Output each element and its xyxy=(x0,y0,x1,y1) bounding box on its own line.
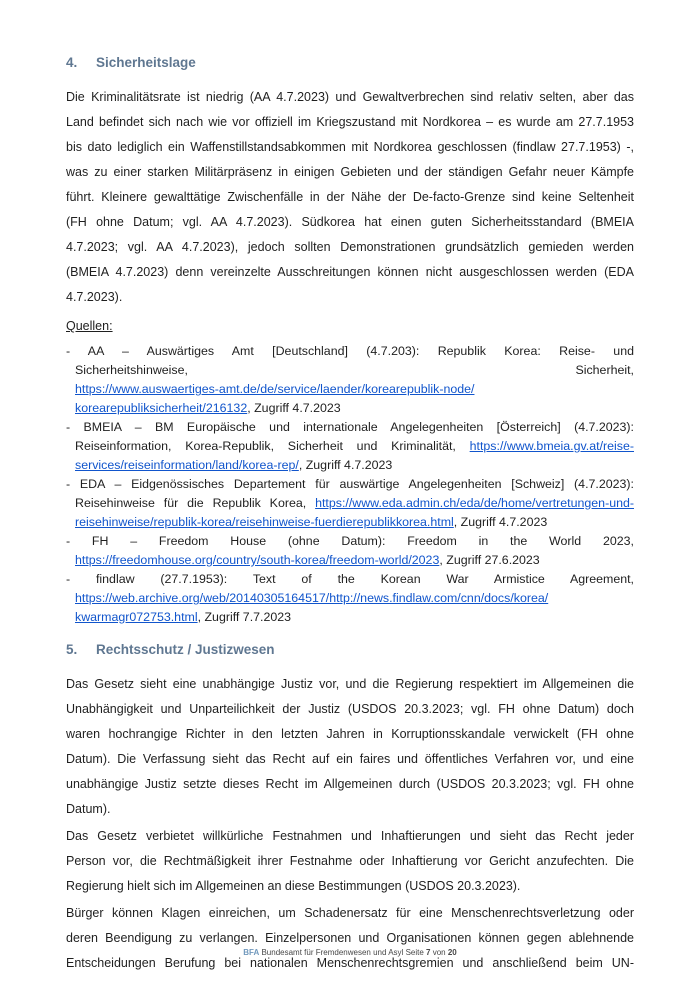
sources-label: Quellen: xyxy=(66,319,113,333)
section-title: Rechtsschutz / Justizwesen xyxy=(96,642,275,657)
source-text: Sicherheit, xyxy=(575,363,634,377)
source-text: , Zugriff 4.7.2023 xyxy=(453,515,548,529)
text-line: Entscheidungen Berufung bei nationalen Menschenrechtsgremien und anschließend beim UN- xyxy=(66,956,634,970)
section-number: 5. xyxy=(66,642,78,657)
text-line: führt. Kleinere gewalttätige Zwischenfälle in der Nähe der De-facto-Grenze sind keine Seltenheit xyxy=(66,190,634,204)
source-hyperlink[interactable]: https://www.auswaertiges-amt.de/de/service/laender/korearepublik-node/ xyxy=(75,382,475,396)
source-hyperlink[interactable]: https://web.archive.org/web/20140305164517/http://news.findlaw.com/cnn/docs/korea/ xyxy=(75,591,549,605)
text-line: Unabhängigkeit und Unparteilichkeit der Justiz (USDOS 20.3.2023; vgl. FH ohne Datum) doch xyxy=(66,702,634,716)
text-line: 4.7.2023). xyxy=(66,290,123,304)
source-hyperlink[interactable]: https://www.bmeia.gv.at/reise- xyxy=(469,439,634,453)
source-item xyxy=(66,342,634,418)
source-line xyxy=(66,456,634,475)
paragraph xyxy=(66,85,634,310)
source-line xyxy=(66,570,634,589)
source-hyperlink[interactable]: korearepubliksicherheit/216132 xyxy=(75,401,248,415)
source-hyperlink[interactable]: https://freedomhouse.org/country/south-korea/freedom-world/2023 xyxy=(75,553,440,567)
source-hyperlink[interactable]: services/reiseinformation/land/korea-rep/ xyxy=(75,458,299,472)
source-line xyxy=(66,494,634,513)
source-text: - EDA – Eidgenössisches Departement für auswärtige Angelegenheiten [Schweiz] (4.7.2023): xyxy=(66,477,634,491)
source-line xyxy=(66,361,634,380)
source-item xyxy=(66,475,634,532)
source-line xyxy=(66,551,634,570)
source-line xyxy=(66,513,634,532)
text-line: waren hochrangige Richter in den letzten Jahren in Korruptionsskandale verwickelt (FH ohne xyxy=(66,727,634,741)
text-line: (FH ohne Datum; vgl. AA 4.7.2023). Südkorea hat einen guten Sicherheitsstandard (BMEIA xyxy=(66,215,634,229)
section-title: Sicherheitslage xyxy=(96,55,196,70)
source-line xyxy=(66,380,634,399)
text-line: (BMEIA 4.7.2023) denn vereinzelte Ausschreitungen können nicht ausgeschlossen werden (EDA xyxy=(66,265,634,279)
paragraph xyxy=(66,901,634,976)
text-line: Bürger können Klagen einreichen, um Schadenersatz für eine Menschenrechtsverletzung oder xyxy=(66,906,634,920)
source-text: Reisehinweise für die Republik Korea, xyxy=(75,496,316,510)
source-hyperlink[interactable]: reisehinweise/republik-korea/reisehinweise-fuerdierepublikkorea.html xyxy=(75,515,454,529)
source-line xyxy=(66,608,634,627)
text-line: Das Gesetz sieht eine unabhängige Justiz vor, und die Regierung respektiert im Allgemeinen die xyxy=(66,677,634,691)
source-line xyxy=(66,342,634,361)
text-line: was zu einer starken Militärpräsenz in einigen Gebieten und der ständigen Gefahr neuer Kämpfe xyxy=(66,165,634,179)
source-text: Sicherheitshinweise, xyxy=(75,363,188,377)
source-line xyxy=(66,418,634,437)
source-text: Reiseinformation, Korea-Republik, Sicherheit und Kriminalität, xyxy=(75,439,470,453)
footer-total-pages: 20 xyxy=(447,948,457,957)
source-text: - FH – Freedom House (ohne Datum): Freedom in the World 2023, xyxy=(66,534,634,548)
source-item xyxy=(66,418,634,475)
sources-heading xyxy=(66,317,634,335)
text-line: 4.7.2023; vgl. AA 4.7.2023), jedoch sollten Demonstrationen grundsätzlich gemieden werden xyxy=(66,240,634,254)
footer-of-label: von xyxy=(432,948,446,957)
text-line: deren Beendigung zu verlangen. Einzelpersonen und Organisationen können gegen ablehnende xyxy=(66,931,634,945)
text-line: Das Gesetz verbietet willkürliche Festnahmen und Inhaftierungen und sieht das Recht jeder xyxy=(66,829,634,843)
source-text: - findlaw (27.7.1953): Text of the Korean War Armistice Agreement, xyxy=(66,572,634,586)
text-line: Die Kriminalitätsrate ist niedrig (AA 4.7.2023) und Gewaltverbrechen sind relativ selten, aber das xyxy=(66,90,634,104)
source-line xyxy=(66,399,634,418)
source-line xyxy=(66,532,634,551)
text-line: Datum). xyxy=(66,802,111,816)
source-text: - BMEIA – BM Europäische und internationale Angelegenheiten [Österreich] (4.7.2023): xyxy=(66,420,634,434)
text-line: Datum). Die Verfassung sieht das Recht auf ein faires und öffentliches Verfahren vor, und eine xyxy=(66,752,634,766)
source-item xyxy=(66,570,634,627)
paragraph xyxy=(66,672,634,822)
source-text: , Zugriff 27.6.2023 xyxy=(439,553,540,567)
text-line: unabhängige Justiz setzte dieses Recht im Allgemeinen durch (USDOS 20.3.2023; vgl. FH ohne xyxy=(66,777,634,791)
footer-page-number: 7 xyxy=(426,948,431,957)
text-line: Land befindet sich nach wie vor offiziell im Kriegszustand mit Nordkorea – es wurde am 27.7.1953 xyxy=(66,115,634,129)
text-line: bis dato lediglich ein Waffenstillstandsabkommen mit Nordkorea geschlossen (findlaw 27.7.1953) -, xyxy=(66,140,634,154)
source-hyperlink[interactable]: https://www.eda.admin.ch/eda/de/home/vertretungen-und- xyxy=(315,496,634,510)
text-line: Person vor, die Rechtmäßigkeit ihrer Festnahme oder Inhaftierung vor Gericht anzufechten. Die xyxy=(66,854,634,868)
section-heading xyxy=(66,54,634,72)
text-line: Regierung hielt sich im Allgemeinen an diese Bestimmungen (USDOS 20.3.2023). xyxy=(66,879,521,893)
source-text: , Zugriff 7.7.2023 xyxy=(197,610,292,624)
footer-org-name: Bundesamt für Fremdenwesen und Asyl xyxy=(261,948,404,957)
source-line xyxy=(66,589,634,608)
section-number: 4. xyxy=(66,55,78,70)
footer-page-label: Seite xyxy=(405,948,424,957)
source-line xyxy=(66,437,634,456)
source-item xyxy=(66,532,634,570)
source-hyperlink[interactable]: kwarmagr072753.html xyxy=(75,610,198,624)
source-text: , Zugriff 4.7.2023 xyxy=(298,458,393,472)
source-text: - AA – Auswärtiges Amt [Deutschland] (4.7.203): Republik Korea: Reise- und xyxy=(66,344,634,358)
paragraph xyxy=(66,824,634,899)
source-text: , Zugriff 4.7.2023 xyxy=(247,401,341,415)
section-heading xyxy=(66,641,634,659)
bfa-logo: BFA xyxy=(243,948,260,957)
page-footer xyxy=(0,948,700,958)
source-line xyxy=(66,475,634,494)
